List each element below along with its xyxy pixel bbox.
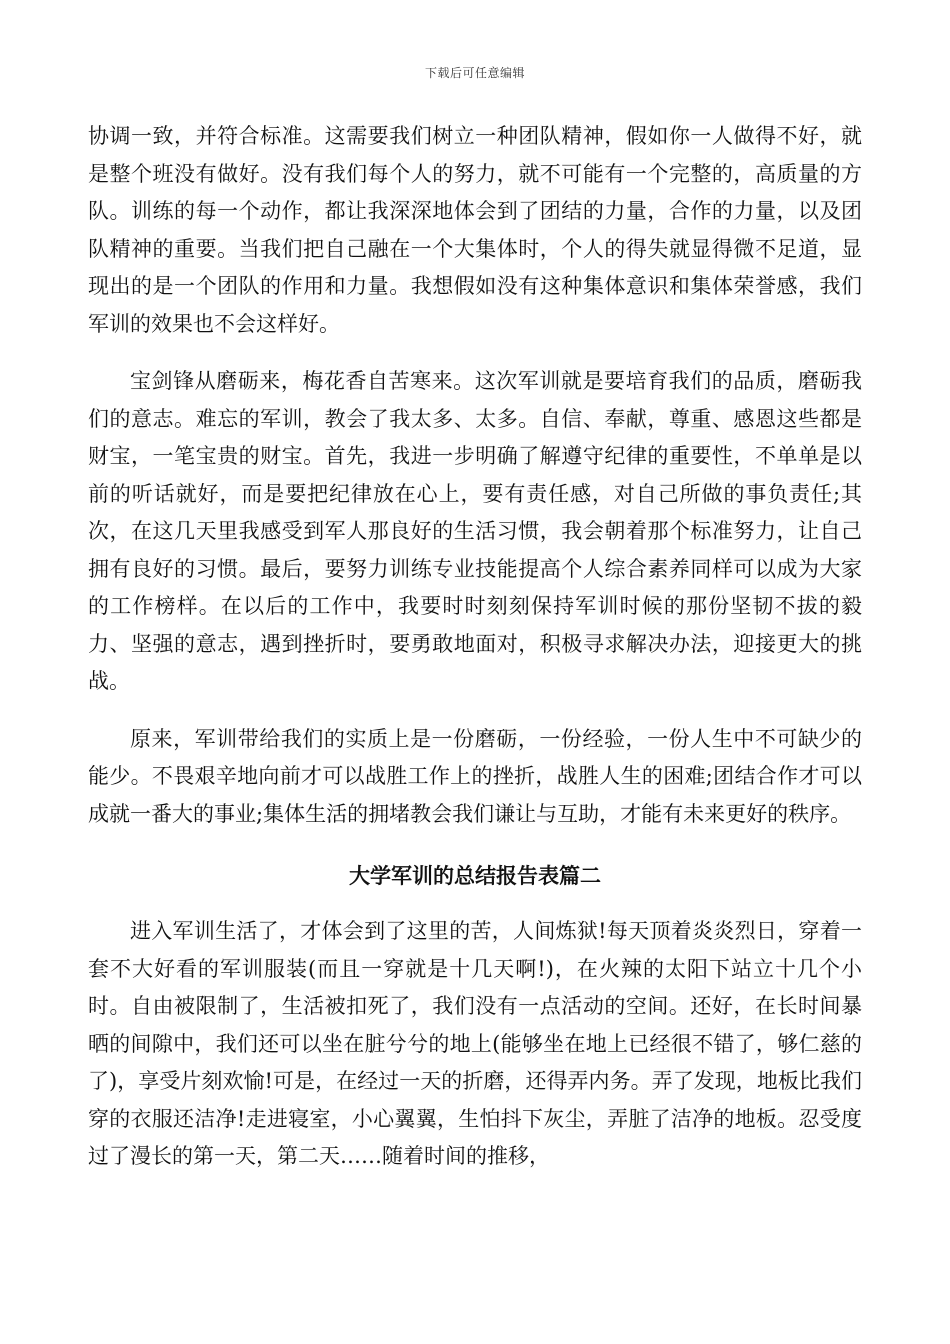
document-body	[88, 118, 862, 1176]
paragraph-2: 宝剑锋从磨砺来，梅花香自苦寒来。这次军训就是要培育我们的品质，磨砺我们的意志。难忘的军训，教会了我太多、太多。自信、奉献，尊重、感恩这些都是财宝，一笔宝贵的财宝。首先，我进一步明确了解遵守纪律的重要性，不单单是以前的听话就好，而是要把纪律放在心上，要有责任感，对自己所做的事负责任;其次，在这几天里我感受到军人那良好的生活习惯，我会朝着那个标准努力，让自己拥有良好的习惯。最后，要努力训练专业技能提高个人综合素养同样可以成为大家的工作榜样。在以后的工作中，我要时时刻刻保持军训时候的那份坚韧不拔的毅力、坚强的意志，遇到挫折时，要勇敢地面对，积极寻求解决办法，迎接更大的挑战。	[88, 369, 862, 693]
paragraph-1: 协调一致，并符合标准。这需要我们树立一种团队精神，假如你一人做得不好，就是整个班没有做好。没有我们每个人的努力，就不可能有一个完整的，高质量的方队。训练的每一个动作，都让我深深地体会到了团结的力量，合作的力量，以及团队精神的重要。当我们把自己融在一个大集体时，个人的得失就显得微不足道，显现出的是一个团队的作用和力量。我想假如没有这种集体意识和集体荣誉感，我们军训的效果也不会这样好。	[88, 124, 862, 336]
section-title: 大学军训的总结报告表篇二	[349, 864, 601, 888]
section-gap	[88, 833, 862, 861]
paragraph-gap	[88, 343, 862, 363]
section-paragraph: 进入军训生活了，才体会到了这里的苦，人间炼狱!每天顶着炎炎烈日，穿着一套不大好看的军训服装(而且一穿就是十几天啊!)，在火辣的太阳下站立十几个小时。自由被限制了，生活被扣死了，我们没有一点活动的空间。还好，在长时间暴晒的间隙中，我们还可以坐在脏兮兮的地上(能够坐在地上已经很不错了，够仁慈的了)，享受片刻欢愉!可是，在经过一天的折磨，还得弄内务。弄了发现，地板比我们穿的衣服还洁净!走进寝室，小心翼翼，生怕抖下灰尘，弄脏了洁净的地板。忍受度过了漫长的第一天，第二天……随着时间的推移，	[88, 919, 862, 1168]
page-header: 下载后可任意编辑	[424, 66, 525, 80]
paragraph-3: 原来，军训带给我们的实质上是一份磨砺，一份经验，一份人生中不可缺少的能少。不畏艰辛地向前才可以战胜工作上的挫折，战胜人生的困难;团结合作才可以成就一番大的事业;集体生活的拥堵教会我们谦让与互助，才能有未来更好的秩序。	[88, 726, 862, 826]
paragraph-gap	[88, 701, 862, 721]
section-gap	[88, 891, 862, 913]
